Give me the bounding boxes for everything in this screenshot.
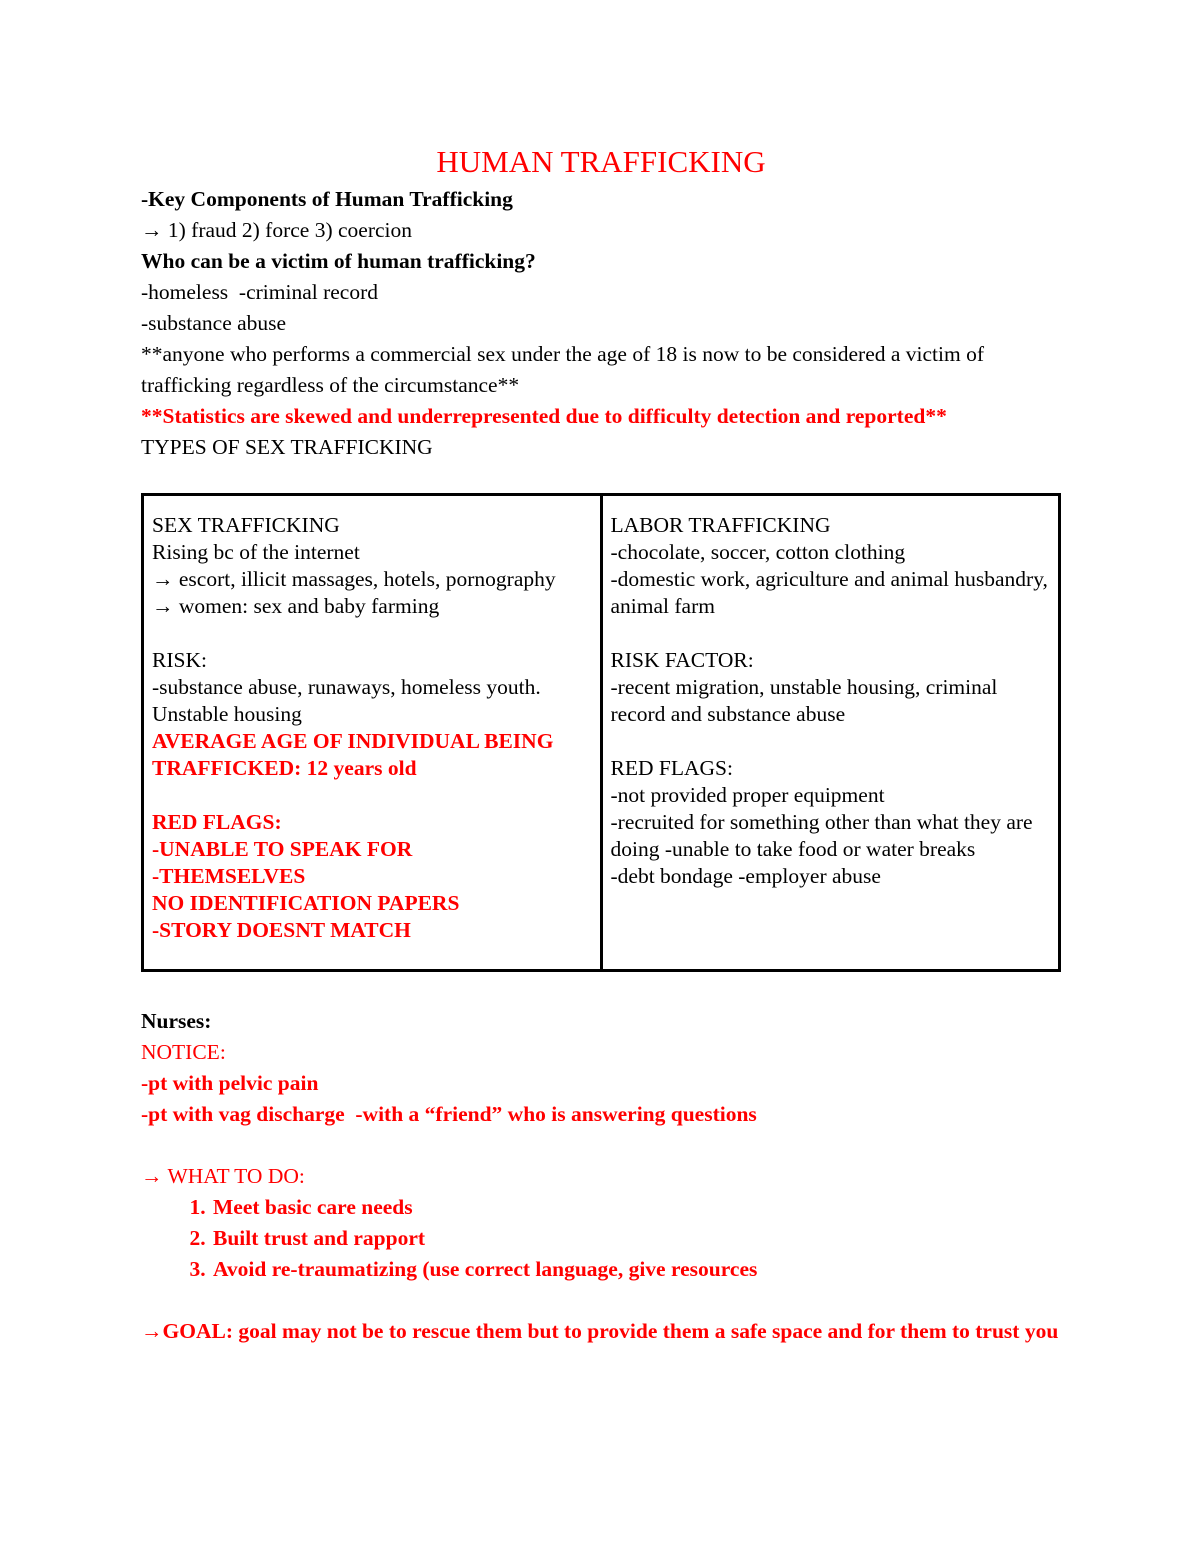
labor-flag-2: -recruited for something other than what they are doing -unable to take food or water breaks xyxy=(610,810,1038,861)
sex-flag-1: -UNABLE TO SPEAK FOR xyxy=(152,837,413,861)
key-components-list: → 1) fraud 2) force 3) coercion xyxy=(141,218,413,242)
labor-trafficking-heading: LABOR TRAFFICKING xyxy=(610,513,831,537)
labor-flag-3: -debt bondage -employer abuse xyxy=(610,864,881,888)
key-components-heading: -Key Components of Human Trafficking xyxy=(141,187,513,211)
labor-flag-1: -not provided proper equipment xyxy=(610,783,885,807)
spacer xyxy=(611,620,1051,647)
nurses-section xyxy=(141,1006,1061,1347)
victim-line-1: -homeless -criminal record xyxy=(141,280,379,304)
document-body xyxy=(141,140,1061,1347)
list-item: 2. Built trust and rapport xyxy=(211,1223,1061,1254)
labor-line-1: -chocolate, soccer, cotton clothing xyxy=(610,540,906,564)
what-to-do-heading: → WHAT TO DO: xyxy=(141,1164,305,1188)
labor-risk-text: -recent migration, unstable housing, criminal record and substance abuse xyxy=(610,675,1003,726)
sex-trafficking-heading: SEX TRAFFICKING xyxy=(152,513,340,537)
sex-flag-4: -STORY DOESNT MATCH xyxy=(152,918,411,942)
labor-risk-label: RISK FACTOR: xyxy=(610,648,754,672)
notice-item-2: -pt with vag discharge -with a “friend” who is answering questions xyxy=(141,1102,757,1126)
sex-risk-text: -substance abuse, runaways, homeless youth. Unstable housing xyxy=(152,675,547,726)
what-to-do-list xyxy=(141,1192,1061,1285)
sex-risk-label: RISK: xyxy=(152,648,207,672)
statistics-note: **Statistics are skewed and underrepresented due to difficulty detection and reported** xyxy=(141,404,947,428)
sex-flag-3: NO IDENTIFICATION PAPERS xyxy=(152,891,460,915)
victim-line-2: -substance abuse xyxy=(141,311,287,335)
spacer xyxy=(611,728,1051,755)
page-title: HUMAN TRAFFICKING xyxy=(436,144,766,179)
spacer xyxy=(152,782,592,809)
goal-note: →GOAL: goal may not be to rescue them but to provide them a safe space and for them to trust you xyxy=(141,1319,1059,1343)
notice-item-1: -pt with pelvic pain xyxy=(141,1071,319,1095)
labor-red-flags-label: RED FLAGS: xyxy=(610,756,733,780)
list-item: 3. Avoid re-traumatizing (use correct language, give resources xyxy=(211,1254,1061,1285)
labor-line-2: -domestic work, agriculture and animal husbandry, animal farm xyxy=(610,567,1054,618)
table-row xyxy=(143,495,1060,971)
types-heading: TYPES OF SEX TRAFFICKING xyxy=(141,435,433,459)
sex-red-flags-label: RED FLAGS: xyxy=(152,810,282,834)
sex-trafficking-cell xyxy=(143,495,602,971)
average-age-note: AVERAGE AGE OF INDIVIDUAL BEING TRAFFICKED: 12 years old xyxy=(152,729,559,780)
labor-trafficking-cell xyxy=(601,495,1060,971)
victim-heading: Who can be a victim of human trafficking? xyxy=(141,249,536,273)
spacer xyxy=(141,1130,1061,1161)
nurses-heading: Nurses: xyxy=(141,1009,212,1033)
list-item: 1. Meet basic care needs xyxy=(211,1192,1061,1223)
notice-label: NOTICE: xyxy=(141,1040,226,1064)
spacer xyxy=(152,620,592,647)
sex-line-3: → women: sex and baby farming xyxy=(152,594,440,618)
sex-line-2: → escort, illicit massages, hotels, pornography xyxy=(152,567,556,591)
spacer xyxy=(141,1285,1061,1316)
sex-line-1: Rising bc of the internet xyxy=(152,540,360,564)
sex-flag-2: -THEMSELVES xyxy=(152,864,306,888)
victim-note: **anyone who performs a commercial sex under the age of 18 is now to be considered a victim of trafficking regardless of the circumstance** xyxy=(141,342,990,397)
trafficking-types-table xyxy=(141,493,1061,972)
